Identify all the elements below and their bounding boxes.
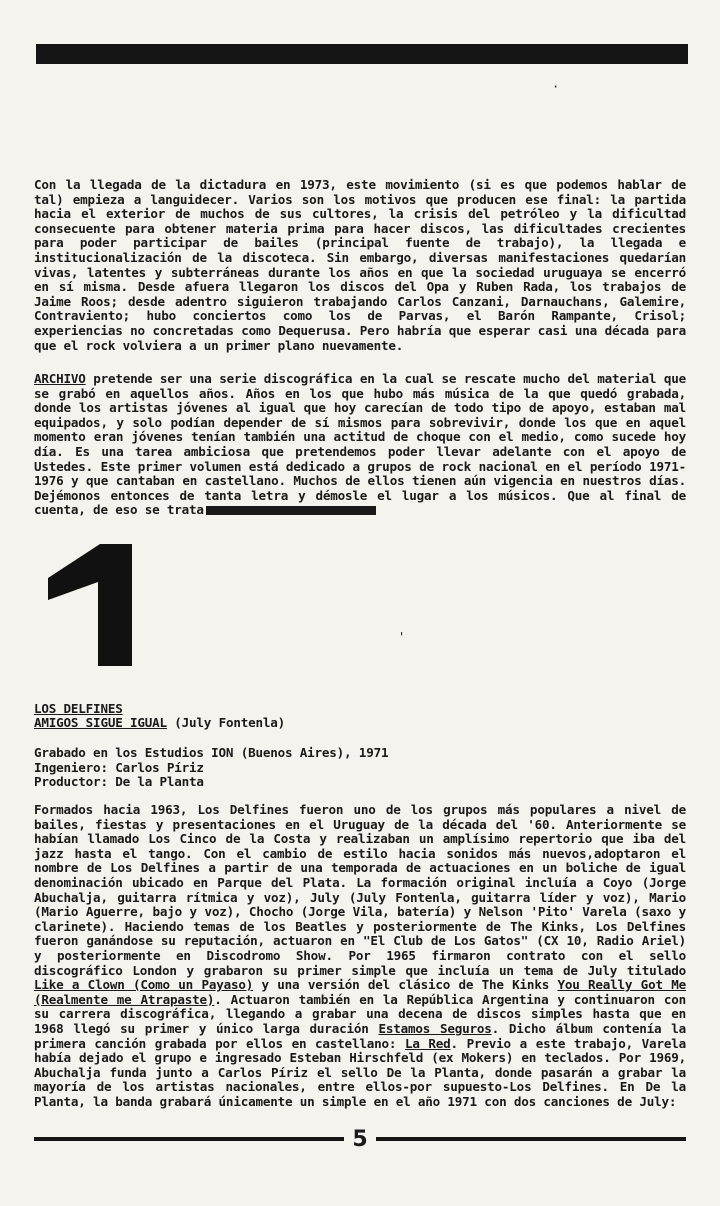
band-name: LOS DELFINES: [34, 701, 123, 716]
speck: ': [398, 630, 406, 644]
credit-engineer: Ingeniero: Carlos Píriz: [34, 759, 204, 775]
footer-rule-left: [34, 1137, 344, 1141]
album-line: [34, 716, 534, 731]
song-you-really-got-me: You Really Got Me (Realmente me Atrapaste): [34, 977, 686, 1007]
page-number: 5: [352, 1127, 368, 1152]
header-black-bar: [36, 44, 688, 64]
intro-paragraph: Con la llegada de la dictadura en 1973, este movimiento (si es que podemos hablar de tal) empieza a languidecer. Varios son los motivos que producen ese final: la partida hacia el exterior de muchos de sus cultores, la crisis del petróleo y la dificultad consecuente para obtener materia prima para hacer discos, las dificultades crecientes para poder participar de bailes (principal fuente de trabajo), la llegada e institucionalización de la discoteca. Sin embargo, diversas manifestaciones quedarían vivas, latentes y subterráneas durante los años en que la sociedad uruguaya se encerró en sí misma. Desde afuera llegaron los discos del Opa y Ruben Rada, los trabajos de Jaime Roos; desde adentro siguieron trabajando Carlos Canzani, Darnauchans, Galemire, Contraviento; hubo conciertos como los de Parvas, el Barón Rampante, Crisol; experiencias no concretadas como Dequerusa. Pero habría que esperar casi una década para que el rock volviera a un primer plano nuevamente.: [34, 177, 686, 353]
archive-keyword: ARCHIVO: [34, 371, 86, 386]
main-text-5: . Previo a este trabajo, Varela había dejado el grupo e ingresado Esteban Hirschfeld (ex Mokers) en teclados. Por 1969, Abuchalja funda junto a Carlos Píriz el sello De la Planta, donde pasarán a grabar la mayoría de los artistas nacionales, entre ellos-por supuesto-Los Delfines. En De la Planta, la banda grabará únicamente un simple en el año 1971 con dos canciones de July:: [34, 1035, 686, 1109]
main-text-2: y una versión del clásico de The Kinks: [253, 977, 558, 993]
archive-paragraph: [34, 372, 686, 518]
footer-rule-right: [376, 1137, 686, 1141]
main-text-4: . Dicho álbum contenía la primera canción grabada por ellos en castellano:: [34, 1020, 686, 1051]
song-like-a-clown: Like a Clown (Como un Payaso): [34, 977, 254, 993]
credits-block: [34, 746, 534, 790]
album-author: (July Fontenla): [166, 715, 286, 730]
speck: ·: [552, 80, 560, 94]
track-number-one: [40, 540, 136, 670]
credit-producer: Productor: De la Planta: [34, 774, 204, 790]
credit-recorded: Grabado en los Estudios ION (Buenos Aires), 1971: [34, 745, 389, 760]
main-paragraph: [34, 803, 686, 1109]
archive-text: pretende ser una serie discográfica en la cual se rescate mucho del material que se grabó en aquellos años. Años en los que hubo más música de la que quedó grabada, donde los artistas jóvenes al igual que hoy carecían de todo tipo de apoyo, estaban mal equipados, y solo podían depender de sí mismos para sobrevivir, donde los que en aquel momento eran jóvenes tenían también una actitud de choque con el medio, como sucede hoy día. Es una tarea ambiciosa que pretendemos poder llevar adelante con el apoyo de Ustedes. Este primer volumen está dedicado a grupos de rock nacional en el período 1971-1976 y que cantaban en castellano. Muchos de ellos tienen aún vigencia en nuestros días. Dejémonos entonces de tanta letra y démosle el lugar a los músicos. Que al final de cuenta, de eso se trata: [34, 371, 686, 518]
main-text-3: . Actuaron también en la República Argentina y continuaron con su carrera discográfica, llegando a grabar una decena de discos simples hasta que en 1968 llegó su primer y único larga duración: [34, 991, 686, 1036]
main-text-1: Formados hacia 1963, Los Delfines fueron uno de los grupos más populares a nivel de bailes, fiestas y presentaciones en el Uruguay de la década del '60. Anteriormente se habían llamado Los Cinco de la Costa y realizaban un amplísimo repertorio que iba del jazz hasta el tango. Con el cambio de estilo hacia sonidos más nuevos,adoptaron el nombre de Los Delfines a partir de una temporada de actuaciones en un boliche de igual denominación ubicado en Parque del Plata. La formación original incluía a Coyo (Jorge Abuchalja, guitarra rítmica y voz), July (July Fontenla, guitarra líder y voz), Mario (Mario Aguerre, bajo y voz), Chocho (Jorge Vila, batería) y Nelson 'Pito' Varela (saxo y clarinete). Haciendo temas de los Beatles y posteriormente de The Kinks, Los Delfines fueron ganándose su reputación, actuaron en "El Club de Los Gatos" (CX 10, Radio Ariel) y posteriormente en Discodromo Show. Por 1965 firmaron contrato con el sello discográfico London y grabaron su primer simple que incluía un tema de July titulado: [34, 802, 686, 978]
album-title: AMIGOS SIGUE IGUAL: [34, 715, 167, 730]
song-la-red: La Red: [404, 1035, 451, 1051]
album-estamos-seguros: Estamos Seguros: [378, 1020, 492, 1036]
inline-black-bar: [206, 506, 376, 515]
